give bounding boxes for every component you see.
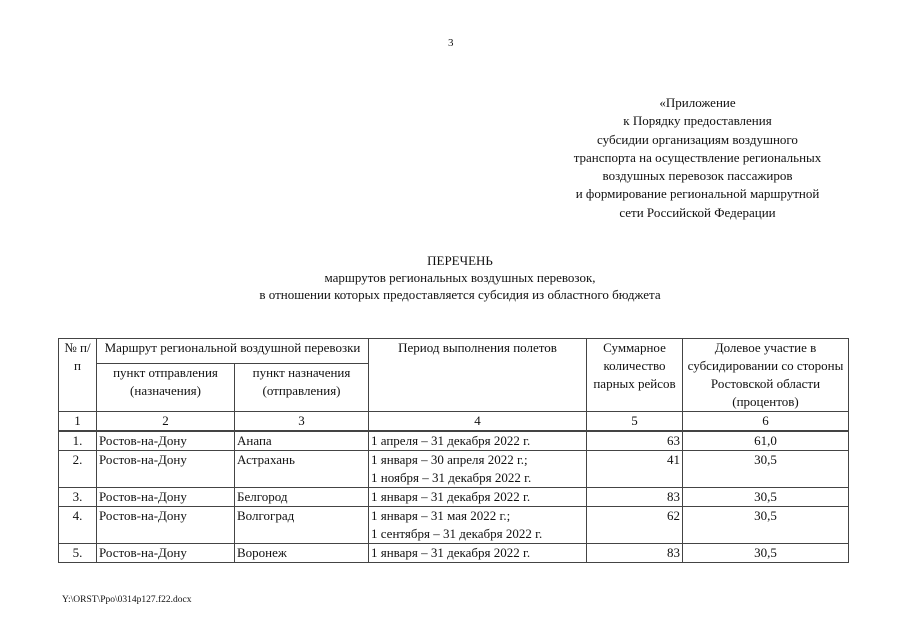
flight-count: 63: [587, 431, 683, 451]
subsidy-share: 30,5: [683, 544, 849, 563]
page-number: 3: [448, 37, 454, 49]
table-row: [59, 507, 849, 544]
column-number: 4: [369, 412, 587, 432]
subsidy-share: 30,5: [683, 488, 849, 507]
flight-period: [369, 507, 587, 544]
routes-table: [58, 338, 849, 563]
header-departure: пункт отправления (назначения): [97, 363, 235, 411]
header-number: № п/п: [59, 339, 97, 412]
header-flights: Суммарное количество парных рейсов: [587, 339, 683, 412]
row-number: 3.: [59, 488, 97, 507]
appendix-line: транспорта на осуществление региональных: [573, 149, 822, 165]
period-line: 1 апреля – 31 декабря 2022 г.: [371, 433, 531, 448]
period-line: 1 ноября – 31 декабря 2022 г.: [371, 470, 532, 485]
subsidy-share: 30,5: [683, 451, 849, 488]
appendix-line: воздушных перевозок пассажиров: [602, 168, 793, 184]
column-number: 5: [587, 412, 683, 432]
file-path: Y:\ORST\Ppo\0314p127.f22.docx: [62, 595, 192, 605]
column-number: 2: [97, 412, 235, 432]
route-to: Белгород: [235, 488, 369, 507]
route-to: Воронеж: [235, 544, 369, 563]
route-from: Ростов-на-Дону: [97, 431, 235, 451]
flight-period: [369, 544, 587, 563]
header-route: Маршрут региональной воздушной перевозки: [97, 339, 369, 364]
header-arrival: пункт назначения (отправления): [235, 363, 369, 411]
flight-period: [369, 431, 587, 451]
period-line: 1 января – 30 апреля 2022 г.;: [371, 452, 528, 467]
route-to: Астрахань: [235, 451, 369, 488]
row-number: 4.: [59, 507, 97, 544]
column-number: 6: [683, 412, 849, 432]
row-number: 2.: [59, 451, 97, 488]
table-row: [59, 451, 849, 488]
flight-count: 83: [587, 544, 683, 563]
flight-period: [369, 488, 587, 507]
document-title: ПЕРЕЧЕНЬ: [427, 253, 493, 268]
flight-count: 83: [587, 488, 683, 507]
flight-count: 41: [587, 451, 683, 488]
document-subtitle-line: маршрутов региональных воздушных перевозок,: [324, 270, 596, 285]
appendix-line: субсидии организациям воздушного: [597, 131, 798, 147]
route-from: Ростов-на-Дону: [97, 488, 235, 507]
period-line: 1 января – 31 мая 2022 г.;: [371, 508, 511, 523]
route-from: Ростов-на-Дону: [97, 544, 235, 563]
period-line: 1 января – 31 декабря 2022 г.: [371, 545, 531, 560]
route-to: Волгоград: [235, 507, 369, 544]
table-row: [59, 431, 849, 451]
document-subtitle-line: в отношении которых предоставляется субсидия из областного бюджета: [259, 287, 661, 302]
row-number: 1.: [59, 431, 97, 451]
appendix-line: сети Российской Федерации: [619, 204, 776, 220]
flight-count: 62: [587, 507, 683, 544]
subsidy-share: 30,5: [683, 507, 849, 544]
table-header-row: [59, 339, 849, 364]
column-number: 3: [235, 412, 369, 432]
column-number: 1: [59, 412, 97, 432]
route-from: Ростов-на-Дону: [97, 451, 235, 488]
column-numbers-row: [59, 412, 849, 432]
period-line: 1 января – 31 декабря 2022 г.: [371, 489, 531, 504]
table-row: [59, 488, 849, 507]
appendix-line: и формирование региональной маршрутной: [575, 186, 820, 202]
header-period: Период выполнения полетов: [369, 339, 587, 412]
header-share: Долевое участие в субсидировании со стороны Ростовской области (процентов): [683, 339, 849, 412]
flight-period: [369, 451, 587, 488]
route-to: Анапа: [235, 431, 369, 451]
appendix-line: «Приложение: [659, 95, 736, 110]
row-number: 5.: [59, 544, 97, 563]
period-line: 1 сентября – 31 декабря 2022 г.: [371, 526, 543, 541]
appendix-header: [540, 94, 855, 222]
subsidy-share: 61,0: [683, 431, 849, 451]
route-from: Ростов-на-Дону: [97, 507, 235, 544]
table-row: [59, 544, 849, 563]
appendix-line: к Порядку предоставления: [623, 113, 772, 129]
